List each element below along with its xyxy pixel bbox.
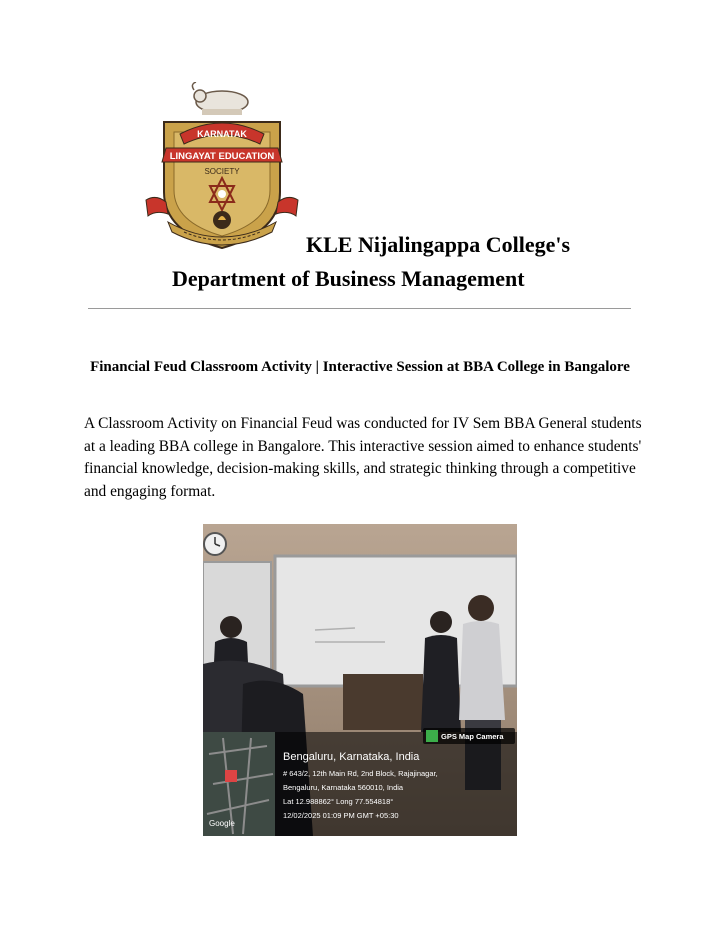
department-name: Department of Business Management: [172, 266, 525, 291]
gps-badge: GPS Map Camera: [441, 732, 504, 741]
bull-emblem: [192, 82, 248, 115]
gps-datetime: 12/02/2025 01:09 PM GMT +05:30: [283, 811, 399, 820]
gps-coords: Lat 12.988862° Long 77.554818°: [283, 797, 394, 806]
logo-society-text: SOCIETY: [204, 167, 240, 176]
gps-address-1: # 643/2, 12th Main Rd, 2nd Block, Rajajinagar,: [283, 769, 438, 778]
classroom-activity-photo: [203, 524, 517, 836]
article-heading: Financial Feud Classroom Activity | Interactive Session at BBA College in Bangalore: [90, 359, 630, 375]
logo-arch-text: KARNATAK: [197, 129, 247, 139]
map-label: Google: [209, 819, 235, 828]
society-logo: [142, 82, 302, 254]
lamp-emblem: [213, 211, 231, 229]
college-name: KLE Nijalingappa College's: [306, 232, 571, 257]
logo-banner-text: LINGAYAT EDUCATION: [169, 151, 275, 162]
article-body: A Classroom Activity on Financial Feud was conducted for IV Sem BBA General students at a leading BBA college in Bangalore. This interactive session aimed to enhance students' financial knowledge, decision-making skills, and strategic thinking through a competitive and engaging format.: [84, 415, 642, 500]
gps-location: Bengaluru, Karnataka, India: [283, 751, 420, 763]
header-divider: [88, 308, 631, 309]
gps-address-2: Bengaluru, Karnataka 560010, India: [283, 783, 404, 792]
